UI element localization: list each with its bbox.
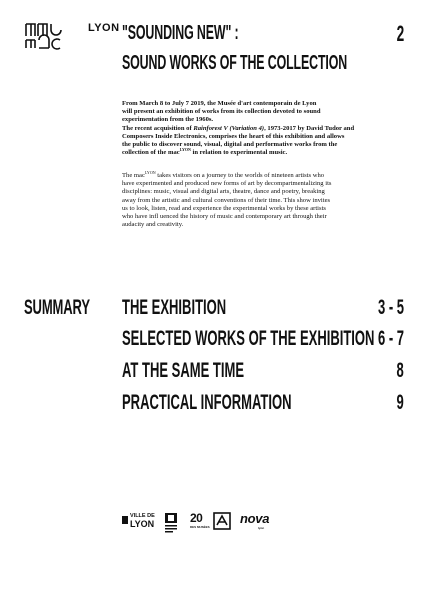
intro-paragraph-1	[122, 100, 406, 157]
republique-francaise-logo	[164, 512, 178, 534]
intro-line: The recent acquisition of Rainforest V (Variation 4), 1973-2017 by David Tudor and	[122, 124, 355, 132]
intro-line: disciplines: music, visual and digital arts, theatre, dance and poetry, breaking	[122, 188, 325, 196]
intro-line: experimentation from the 1960s.	[122, 116, 214, 124]
toc-item-practical-info[interactable]	[122, 391, 404, 421]
toc-item-exhibition[interactable]	[122, 296, 404, 326]
intro-line: us to look, listen, read and experience the experimental works by these artists	[122, 204, 326, 212]
ville-de-lyon-logo: VILLE DE LYON	[122, 513, 158, 533]
toc-pages: 6 - 7	[377, 327, 404, 350]
arc-logo	[213, 512, 231, 532]
toc-item-selected-works[interactable]	[122, 327, 404, 357]
intro-line: collection of the mac$^{LYON}$ in relation to experimental music.	[122, 147, 288, 157]
toc-label: THE EXHIBITION	[122, 296, 227, 319]
intro-line: audacity and creativity.	[122, 221, 184, 229]
toc-label: SELECTED WORKS OF THE EXHIBITION	[122, 327, 375, 350]
summary-heading: SUMMARY	[24, 296, 90, 319]
intro-line: From March 8 to July 7 2019, the Musée d'art contemporain de Lyon	[122, 100, 317, 107]
twenty-logo-sub: DES MUSÉES	[190, 525, 210, 529]
toc-pages: 8	[396, 359, 404, 382]
toc-label: AT THE SAME TIME	[122, 359, 245, 382]
toc-pages: 3 - 5	[377, 296, 404, 319]
intro-line: have experimented and produced new forms of art by decompartmentalizing its	[122, 180, 332, 188]
nova-logo-sub: lyon	[258, 526, 265, 530]
intro-line: away from the artistic and cultural conventions of their time. This show invites	[122, 196, 331, 204]
intro-line: the public to discover sound, visual, digital and performative works from the	[122, 141, 338, 149]
nova-logo: nova	[240, 511, 270, 526]
page-number: 2	[396, 21, 404, 46]
toc-pages: 9	[396, 391, 404, 414]
intro-line: who have infl uenced the history of music and contemporary art through their	[122, 213, 327, 221]
page-title-line2: SOUND WORKS OF THE COLLECTION	[122, 52, 348, 74]
intro-line: Composers Inside Electronics, comprises the heart of this exhibition and allows	[122, 132, 345, 140]
page-title-line1: "SOUNDING NEW" :	[122, 22, 239, 44]
mac-logo	[24, 20, 86, 50]
intro-paragraph-2	[122, 169, 406, 229]
twenty-logo: 20	[190, 511, 203, 525]
toc-label: PRACTICAL INFORMATION	[122, 391, 292, 414]
intro-line: will present an exhibition of works from its collection devoted to sound	[122, 108, 321, 116]
artwork-title: Rainforest V (Variation 4)	[193, 124, 265, 132]
logo-city: LYON	[88, 22, 120, 34]
toc-item-same-time[interactable]	[122, 359, 404, 389]
intro-line: The mac$^{LYON}$ takes visitors on a journey to the worlds of nineteen artists who	[122, 169, 325, 179]
lion-icon	[122, 516, 128, 524]
